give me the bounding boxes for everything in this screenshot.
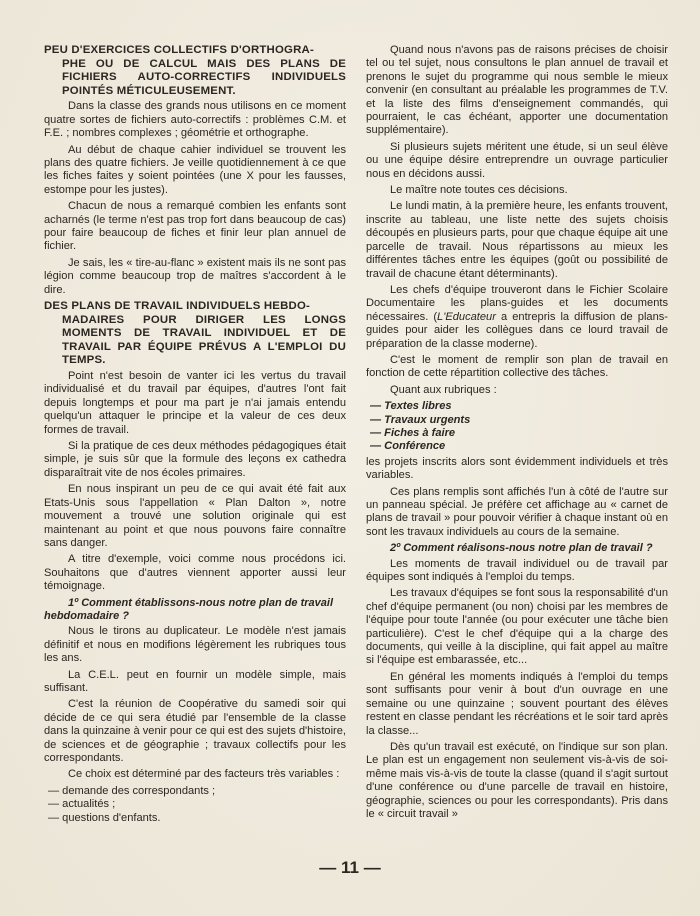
list-item: — Fiches à faire	[370, 426, 456, 439]
paragraph: C'est la réunion de Coopérative du samedi soir qui décide de ce qui sera étudié par l'ensemble de la classe dans la quinzaine à venir pour ce qui est des sujets d'histoire, de sciences et de géographie ; travaux collectifs pour les correspondants.	[44, 698, 346, 764]
paragraph: Ces plans remplis sont affichés l'un à côté de l'autre sur un panneau spécial. Je préfère cet affichage au « carnet de plans de travail » pour pouvoir vérifier à chaque instant où en sont les travaux individuels au cours de la semaine.	[366, 485, 668, 538]
paragraph: A titre d'exemple, voici comme nous procédons ici. Souhaitons que d'autres viennent apporter aussi leur témoignage.	[44, 553, 346, 593]
paragraph: Au début de chaque cahier individuel se trouvent les plans des quatre fichiers. Je veille quotidiennement à ce que les fiches faites y soient pointées (une X pour les fausses, estompe pour les justes).	[44, 143, 346, 196]
paragraph: Le lundi matin, à la première heure, les enfants trouvent, inscrite au tableau, une liste nette des sujets choisis découpés en plusieurs parts, pour que chaque équipe ait une parcelle de travail. Nous répartissons au mieux les différentes tâches entre les équipes (goût ou possibilité de travail de chacune étant déterminants).	[366, 200, 668, 280]
list-item: — Conférence	[370, 440, 446, 453]
left-column	[44, 44, 346, 827]
heading-rest: MADAIRES POUR DIRIGER LES LONGS MOMENTS DE TRAVAIL INDIVIDUEL ET DE TRAVAIL PAR ÉQUIPE PRÉVUS A L'EMPLOI DU TEMPS.	[62, 313, 346, 367]
rubriques-list	[366, 400, 668, 454]
right-column	[366, 44, 668, 824]
text-run: Les chefs d'équipe trouveront dans le Fichier Scolaire Documentaire les plans-guides et les documents nécessaires. (	[366, 283, 668, 323]
list-item: — actualités ;	[48, 798, 116, 811]
subheading-rest: hebdomadaire ?	[44, 609, 129, 622]
heading-line-1: DES PLANS DE TRAVAIL INDIVIDUELS HEBDO-	[44, 300, 311, 313]
list-item: — Textes libres	[370, 400, 452, 413]
paragraph: Chacun de nous a remarqué combien les enfants sont acharnés (le terme n'est pas trop fort dans beaucoup de cas) pour faire beaucoup de fiches et finir leur plan annuel de fichier.	[44, 200, 346, 253]
heading-rest: PHE OU DE CALCUL MAIS DES PLANS DE FICHIERS AUTO-CORRECTIFS INDIVIDUELS POINTÉS MÉTICULEUSEMENT.	[62, 57, 346, 97]
paragraph: En nous inspirant un peu de ce qui avait été fait aux Etats-Unis sous l'appellation « Plan Dalton », notre mouvement a trouvé une solution originale qui est maintenant au point et que nous pouvons faire connaître sans danger.	[44, 483, 346, 549]
paragraph: les projets inscrits alors sont évidemment individuels et très variables.	[366, 455, 668, 482]
page-number: — 11 —	[319, 858, 381, 877]
list-item: — Travaux urgents	[370, 413, 471, 426]
journal-title: L'Educateur	[437, 310, 496, 323]
paragraph: Dans la classe des grands nous utilisons en ce moment quatre sortes de fichiers auto-correctifs : problèmes C.M. et F.E. ; nombres complexes ; géométrie et orthographe.	[44, 100, 346, 140]
paragraph: Si la pratique de ces deux méthodes pédagogiques était simple, je suis sûr que la formule des leçons ex cathedra disparaîtrait vite de nos écoles primaires.	[44, 440, 346, 479]
list-item: — demande des correspondants ;	[48, 784, 216, 797]
list-item: — questions d'enfants.	[48, 811, 161, 824]
subheading-line-1: 1º Comment établissons-nous notre plan de travail	[68, 596, 334, 609]
section-heading-plans	[44, 300, 346, 368]
paragraph: Dès qu'un travail est exécuté, on l'indique sur son plan. Le plan est un engagement non seulement vis-à-vis de soi-même mais vis-à-vis de toute la classe (quand il s'agit surtout d'une conférence ou d'une parcelle de travail en histoire, géographie, sciences ou pour les correspondants). Pris dans le « circuit travail »	[366, 740, 668, 820]
paragraph: Quant aux rubriques :	[390, 383, 497, 396]
paragraph: La C.E.L. peut en fournir un modèle simple, mais suffisant.	[44, 668, 346, 694]
paragraph: Si plusieurs sujets méritent une étude, si un seul élève ou une équipe désire entreprendre un ouvrage particulier nous en décidons aussi.	[366, 140, 668, 180]
paragraph: Quand nous n'avons pas de raisons précises de choisir tel ou tel sujet, nous consultons le plan annuel de travail et prenons le sujet du programme qui nous semble le mieux convenir (en consultant au préalable les programmes de T.V. et la liste des films d'enseignement commandés, qui pourraient, le cas échéant, apporter une documentation supplémentaire).	[366, 44, 668, 137]
paragraph: Nous le tirons au duplicateur. Le modèle n'est jamais définitif et nous en modifions légèrement les rubriques tous les ans.	[44, 625, 346, 665]
paragraph: Je sais, les « tire-au-flanc » existent mais ils ne sont pas légion comme beaucoup trop de maîtres s'accordent à le dire.	[44, 256, 346, 296]
paragraph: Ce choix est déterminé par des facteurs très variables :	[68, 768, 340, 781]
paragraph: Le maître note toutes ces décisions.	[390, 184, 568, 197]
factor-list	[44, 785, 346, 825]
paragraph: Point n'est besoin de vanter ici les vertus du travail individualisé et du travail par équipes, d'autres l'ont fait depuis longtemps et pour ma part je n'ai jamais entendu quelqu'un attaquer le principe et la valeur de ces deux formes de travail.	[44, 370, 346, 436]
paragraph	[366, 284, 668, 351]
paragraph: Les moments de travail individuel ou de travail par équipes sont indiqués à l'emploi du temps.	[366, 557, 668, 584]
heading-line-1: PEU D'EXERCICES COLLECTIFS D'ORTHOGRA-	[44, 44, 314, 56]
section-heading-fichiers	[44, 44, 346, 98]
paragraph: C'est le moment de remplir son plan de travail en fonction de cette répartition collective des tâches.	[366, 353, 668, 380]
subheading-etablissons	[44, 597, 346, 624]
paragraph: Les travaux d'équipes se font sous la responsabilité d'un chef d'équipe permanent (ou non) choisi par les membres de l'équipe pour toute l'année (ou pour exécuter une tâche bien particulière). C'est le chef d'équipe qui a la charge des documents, qui veille à la discipline, qui fait appel au maître si l'équipe est embarassée, etc...	[366, 587, 668, 667]
subheading-realisons: 2º Comment réalisons-nous notre plan de travail ?	[390, 542, 653, 555]
text-run: a entrepris la diffusion de plans-guides pour aider les collègues dans ce lourd travail de préparation de la classe moderne).	[366, 310, 668, 350]
paragraph: En général les moments indiqués à l'emploi du temps sont suffisants pour venir à bout d'un ouvrage en une semaine ou une quinzaine ; souvent pourtant des élèves restent en classe pendant les récréations et le soir tard après la classe...	[366, 670, 668, 737]
